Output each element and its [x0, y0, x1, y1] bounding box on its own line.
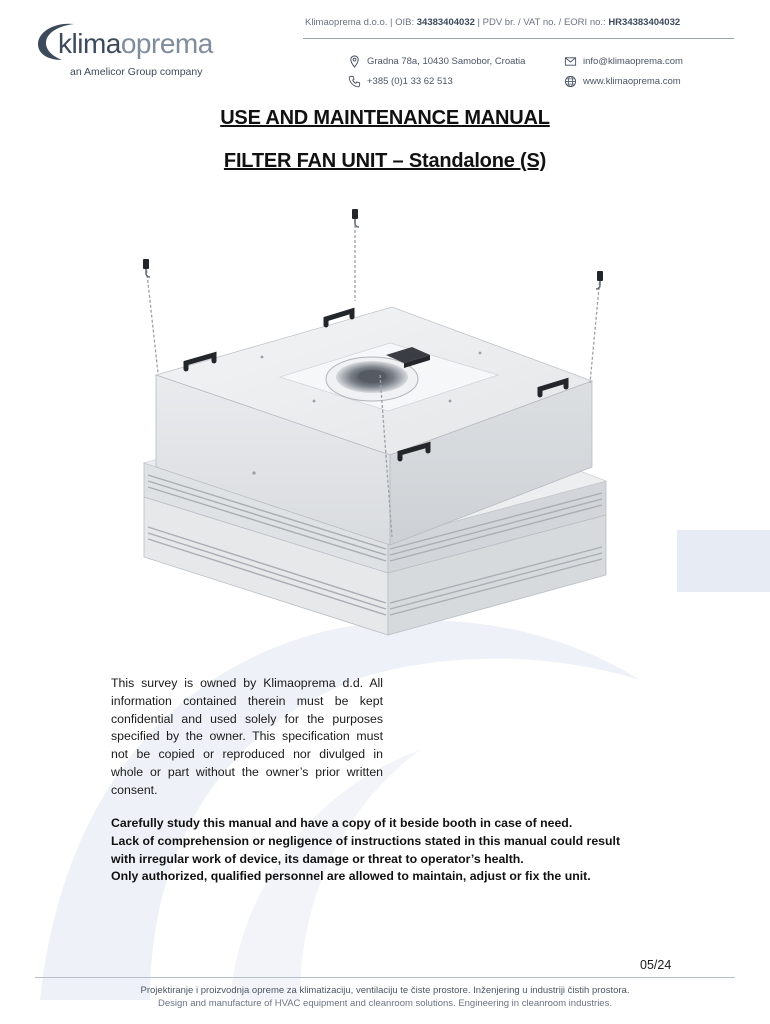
- notice-line: Only authorized, qualified personnel are allowed to maintain, adjust or fix the unit.: [111, 869, 591, 884]
- contact-email: [564, 55, 683, 68]
- header-divider: [303, 38, 734, 39]
- footer-line-en: Design and manufacture of HVAC equipment and cleanroom solutions. Engineering in cleanroom industries.: [158, 998, 612, 1009]
- company-logo: [34, 20, 224, 82]
- safety-notice: [111, 815, 671, 886]
- document-title: USE AND MAINTENANCE MANUAL: [220, 107, 550, 129]
- contact-website: [564, 75, 681, 88]
- location-pin-icon: [348, 55, 361, 68]
- email-link[interactable]: info@klimaoprema.com: [583, 56, 683, 67]
- phone-text[interactable]: +385 (0)1 33 62 513: [367, 76, 453, 87]
- logo-tagline: an Amelicor Group company: [70, 66, 203, 78]
- side-accent-block: [677, 530, 770, 592]
- page-number: 05/24: [640, 958, 672, 972]
- notice-line: Lack of comprehension or negligence of instructions stated in this manual could result: [111, 833, 621, 848]
- footer-line-hr: Projektiranje i proizvodnja opreme za klimatizaciju, ventilaciju te čiste prostore. Inženjering u industriji čistih prostora.: [140, 985, 630, 996]
- address-text: Gradna 78a, 10430 Samobor, Croatia: [367, 56, 526, 67]
- footer-divider: [35, 977, 735, 978]
- notice-line: Carefully study this manual and have a copy of it beside booth in case of need.: [111, 816, 573, 830]
- filter-fan-unit-illustration: [130, 205, 620, 645]
- document-subtitle: FILTER FAN UNIT – Standalone (S): [223, 150, 547, 172]
- envelope-icon: [564, 55, 577, 68]
- company-registration-line: Klimaoprema d.o.o. | OIB: 34383404032 | PDV br. / VAT no. / EORI no.: HR34383404032: [305, 17, 681, 28]
- contact-phone: [348, 75, 453, 88]
- logo-wordmark: klimaoprema: [58, 28, 213, 59]
- website-link[interactable]: www.klimaoprema.com: [583, 76, 681, 87]
- phone-icon: [348, 75, 361, 88]
- contact-address: [348, 55, 525, 68]
- confidentiality-notice: This survey is owned by Klimaoprema d.d. All information contained therein must be kept confidential and used solely for the purposes specified by the owner. This specification must not be copied or reproduced nor divulged in whole or part without the owner’s prior written consent.: [111, 676, 383, 797]
- notice-line: with irregular work of device, its damage or threat to operator’s health.: [111, 851, 524, 866]
- globe-icon: [564, 75, 577, 88]
